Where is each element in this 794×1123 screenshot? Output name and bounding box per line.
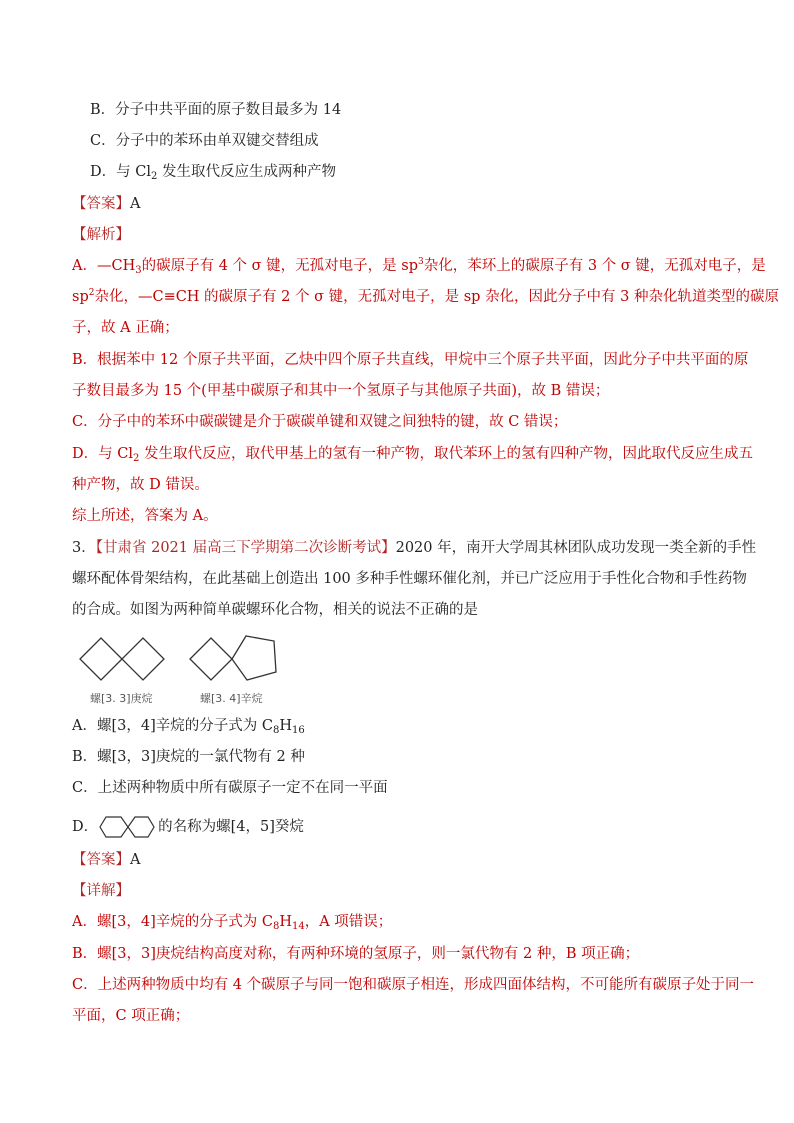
q3-stem-line1: 3．【甘肃省 2021 届高三下学期第二次诊断考试】2020 年，南开大学周其林团队成功发现一类全新的手性 — [72, 540, 757, 556]
q3-detail-b: B．螺[3，3]庚烷结构高度对称，有两种环境的氢原子，则一氯代物有 2 种，B 项正确； — [72, 946, 640, 962]
q3-option-b: B．螺[3，3]庚烷的一氯代物有 2 种 — [72, 749, 305, 765]
spiro-3-4-ring-pentagon — [232, 636, 276, 680]
spiro-3-4-ring-square — [190, 638, 232, 680]
q3-option-d: D． 的名称为螺[4，5]癸烷 — [72, 814, 732, 840]
q2-analysis-a-line2: $sp^2$杂化，—C≡CH 的碳原子有 2 个 σ 键，无孤对电子，是 sp 杂化，因此分子中有 3 种杂化轨道类型的碳原 — [72, 288, 780, 305]
q2-analysis-d-line1: D．与 $Cl_2$ 发生取代反应，取代甲基上的氢有一种产物，取代苯环上的氢有四种产物，因此取代反应生成五 — [72, 446, 753, 464]
q2-analysis-b-line2: 子数目最多为 15 个(甲基中碳原子和其中一个氢原子与其他原子共面)，故 B 错误； — [72, 383, 610, 399]
q2-summary: 综上所述，答案为 A。 — [72, 508, 218, 524]
q2-analysis-c: C．分子中的苯环中碳碳键是介于碳碳单键和双键之间独特的键，故 C 错误； — [72, 414, 568, 430]
q3-detail-label: 【详解】 — [72, 883, 130, 899]
q3-answer: 【答案】A — [72, 852, 141, 868]
caption-spiro-3-3-heptane: 螺[3. 3]庚烷 — [90, 692, 153, 705]
spiro-3-3-ring-left — [80, 638, 122, 680]
caption-spiro-3-4-octane: 螺[3. 4]辛烷 — [200, 692, 263, 705]
q3-stem-line2: 螺环配体骨架结构，在此基础上创造出 100 多种手性螺环催化剂，并已广泛应用于手性化合物和手性药物 — [72, 571, 747, 587]
q2-option-b: B．分子中共平面的原子数目最多为 14 — [90, 102, 342, 118]
q2-analysis-label: 【解析】 — [72, 227, 130, 243]
q2-analysis-a-line3: 子，故 A 正确； — [72, 320, 179, 336]
q2-analysis-b-line1: B．根据苯中 12 个原子共平面，乙炔中四个原子共直线，甲烷中三个原子共平面，因此分子中共平面的原 — [72, 352, 749, 368]
q3-detail-c-line1: C．上述两种物质中均有 4 个碳原子与同一饱和碳原子相连，形成四面体结构，不可能所有碳原子处于同一 — [72, 977, 755, 993]
spiro-4-5-structure — [98, 814, 158, 840]
q3-detail-c-line2: 平面，C 项正确； — [72, 1008, 190, 1024]
spiro-structures-diagram — [76, 632, 286, 688]
spiro-compounds-figure — [76, 632, 286, 712]
q2-analysis-a-line1: A．$—CH_3$的碳原子有 4 个 σ 键，无孤对电子，是 $sp^3$杂化，苯环上的碳原子有 3 个 σ 键，无孤对电子，是 — [72, 257, 766, 276]
q2-answer: 【答案】A — [72, 196, 141, 212]
q3-option-a: A．螺[3，4]辛烷的分子式为 $C_8H_{16}$ — [72, 718, 305, 736]
q2-option-c: C．分子中的苯环由单双键交替组成 — [90, 133, 319, 149]
q3-detail-a: A．螺[3，4]辛烷的分子式为 $C_8H_{14}$，A 项错误； — [72, 914, 393, 932]
q3-stem-line3: 的合成。如图为两种简单碳螺环化合物，相关的说法不正确的是 — [72, 602, 478, 618]
spiro-3-3-ring-right — [122, 638, 164, 680]
q2-analysis-d-line2: 种产物，故 D 错误。 — [72, 477, 209, 493]
q3-option-c: C．上述两种物质中所有碳原子一定不在同一平面 — [72, 780, 388, 796]
q2-option-d: D．与 $Cl_2$ 发生取代反应生成两种产物 — [90, 164, 336, 182]
